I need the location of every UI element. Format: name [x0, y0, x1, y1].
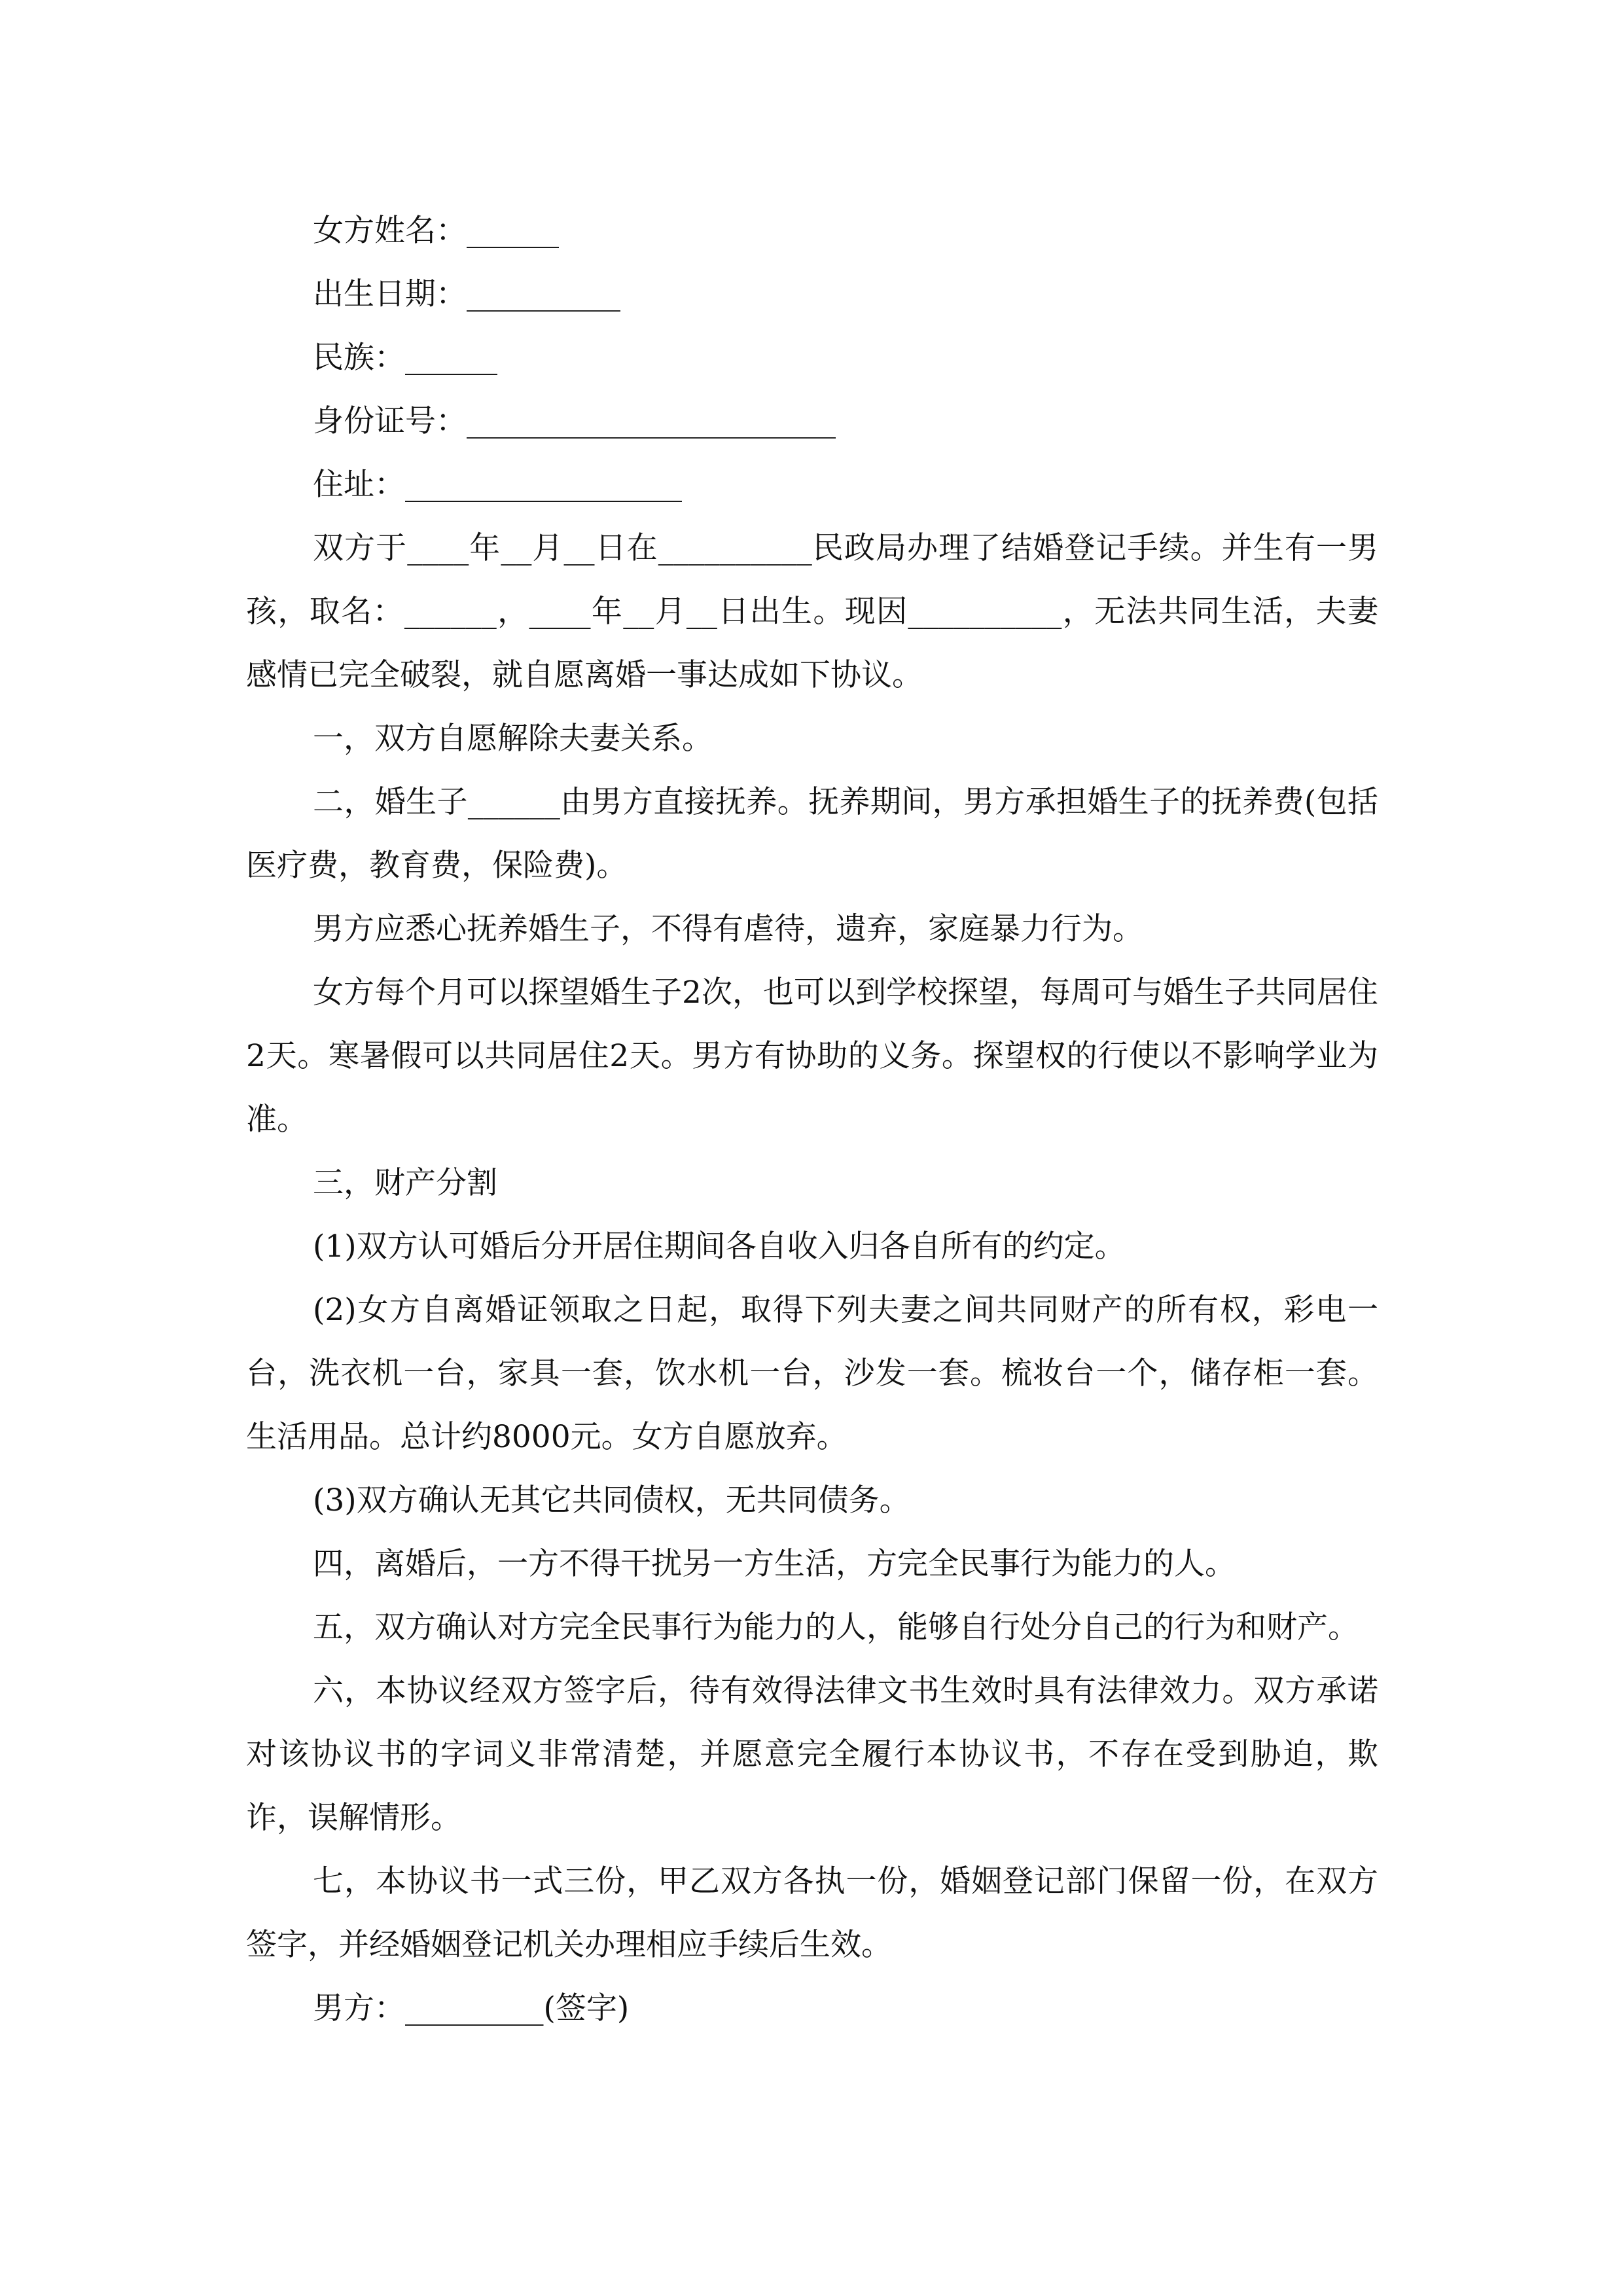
clause-2-care: 男方应悉心抚养婚生子，不得有虐待，遗弃，家庭暴力行为。	[313, 911, 1143, 947]
id-number-field: 身份证号：________________________	[313, 403, 836, 439]
clause-1: 一，双方自愿解除夫妻关系。	[313, 721, 713, 757]
birth-date-field: 出生日期：__________	[313, 276, 620, 312]
clause-2: 二，婚生子______由男方直接抚养。抚养期间，男方承担婚生子的抚养费(包括医疗费，教育费，保险费)。	[246, 784, 1378, 884]
address-field: 住址：__________________	[313, 467, 682, 503]
clause-6: 六，本协议经双方签字后，待有效得法律文书生效时具有法律效力。双方承诺对该协议书的字词义非常清楚，并愿意完全履行本协议书，不存在受到胁迫，欺诈，误解情形。	[246, 1673, 1378, 1836]
agreement-body	[246, 199, 1378, 2040]
clause-2-visitation: 女方每个月可以探望婚生子2次，也可以到学校探望，每周可与婚生子共同居住2天。寒暑假可以共同居住2天。男方有协助的义务。探望权的行使以不影响学业为准。	[246, 975, 1378, 1138]
clause-3-item-1: (1)双方认可婚后分开居住期间各自收入归各自所有的约定。	[313, 1229, 1126, 1265]
female-name-field: 女方姓名：______	[313, 213, 559, 249]
clause-3-item-2: (2)女方自离婚证领取之日起，取得下列夫妻之间共同财产的所有权，彩电一台，洗衣机一台，家具一套，饮水机一台，沙发一套。梳妆台一个，储存柜一套。生活用品。总计约8000元。女方自愿放弃。	[246, 1292, 1378, 1455]
clause-4: 四，离婚后，一方不得干扰另一方生活，方完全民事行为能力的人。	[313, 1546, 1236, 1582]
male-signature-line: 男方：_________(签字)	[313, 1990, 630, 2026]
clause-3-item-3: (3)双方确认无其它共同债权，无共同债务。	[313, 1482, 910, 1518]
marriage-background-paragraph: 双方于____年__月__日在__________民政局办理了结婚登记手续。并生有一男孩，取名：______，____年__月__日出生。现因__________，无法共同生活，夫妻感情已完全破裂，就自愿离婚一事达成如下协议。	[246, 530, 1378, 693]
ethnicity-field: 民族：______	[313, 340, 497, 376]
clause-5: 五，双方确认对方完全民事行为能力的人，能够自行处分自己的行为和财产。	[313, 1609, 1359, 1645]
clause-7: 七，本协议书一式三份，甲乙双方各执一份，婚姻登记部门保留一份，在双方签字，并经婚姻登记机关办理相应手续后生效。	[246, 1863, 1378, 1963]
clause-3-heading: 三，财产分割	[313, 1165, 497, 1201]
